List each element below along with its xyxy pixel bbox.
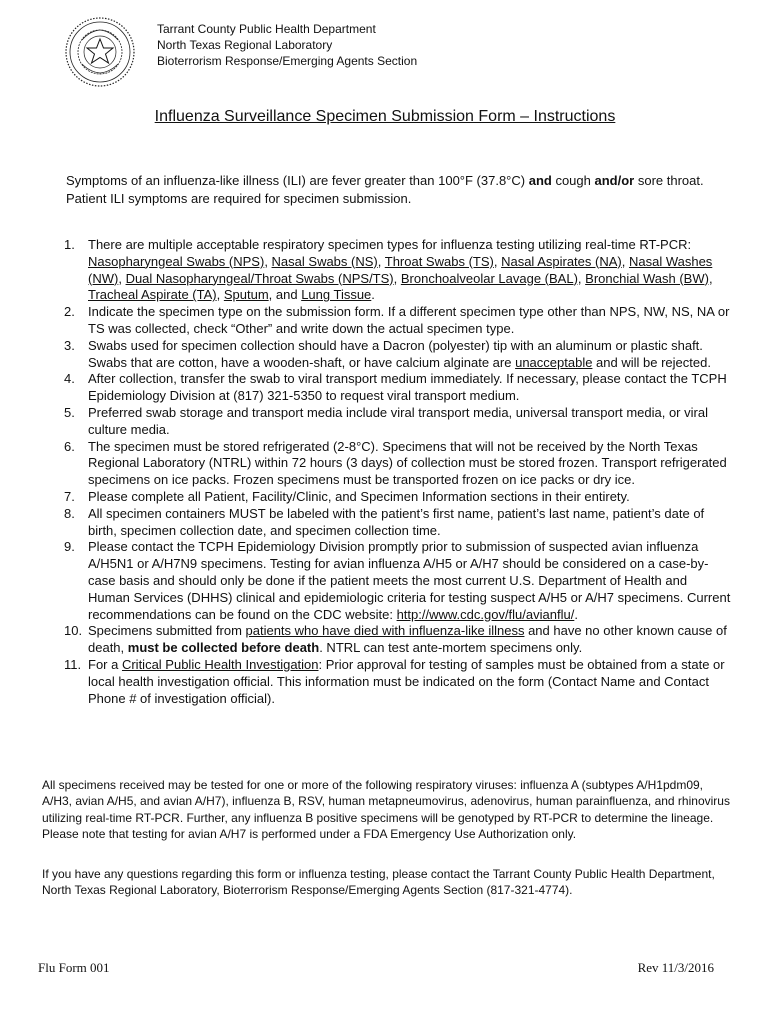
intro-paragraph: Symptoms of an influenza-like illness (ILI) are fever greater than 100°F (37.8°C) and cough and/or sore throat. Patient ILI symptoms are required for specimen submission. — [66, 173, 704, 206]
list-item: 7. Please complete all Patient, Facility/Clinic, and Specimen Information sections in their entirety. — [64, 488, 630, 504]
department-header — [157, 21, 417, 69]
list-item: 8. All specimen containers MUST be labeled with the patient’s first name, patient’s last name, patient’s date of birth, specimen collection date, and specimen collection time. — [64, 505, 705, 538]
list-item: 6. The specimen must be stored refrigerated (2-8°C). Specimens that will not be received by the North Texas Regional Laboratory (NTRL) within 72 hours (3 days) of collection must be stored frozen. Transport refrigerated specimens on ice packs. Frozen specimens must be transported frozen on ice packs or dry ice. — [64, 438, 727, 488]
list-item: 2. Indicate the specimen type on the submission form. If a different specimen type other than NPS, NW, NS, NA or TS was collected, check “Other” and write down the actual specimen type. — [64, 304, 730, 336]
county-seal-icon — [64, 16, 136, 88]
contact-note: If you have any questions regarding this form or influenza testing, please contact the Tarrant County Public Health Department, North Texas Regional Laboratory, Bioterrorism Response/Emerging Agents Section (817-321-4774). — [42, 867, 715, 898]
header-line-3: Bioterrorism Response/Emerging Agents Section — [157, 54, 418, 68]
list-item: 5. Preferred swab storage and transport media include viral transport media, universal transport media, or viral culture media. — [64, 404, 708, 437]
list-item: 10. Specimens submitted from patients who have died with influenza-like illness and have no other known cause of death, must be collected before death. NTRL can test ante-mortem specimens only. — [64, 623, 727, 656]
list-item: 4. After collection, transfer the swab to viral transport medium immediately. If necessary, please contact the TCPH Epidemiology Division at (817) 321-5350 to request viral transport medium. — [64, 371, 727, 404]
revision-date: Rev 11/3/2016 — [637, 960, 714, 975]
form-id: Flu Form 001 — [38, 960, 110, 975]
list-item: 1. There are multiple acceptable respiratory specimen types for influenza testing utilizing real-time RT-PCR: Nasopharyngeal Swabs (NPS), Nasal Swabs (NS), Throat Swabs (TS), Nasal Aspirates (NA), Nasal Washes (NW), Dual Nasopharyngeal/Throat Swabs (NPS/TS), Bronchoalveolar Lavage (BAL), Bronchial Wash (BW), Tracheal Aspirate (TA), Sputum, and Lung Tissue. — [64, 237, 713, 303]
cdc-avian-flu-link[interactable]: http://www.cdc.gov/flu/avianflu/ — [396, 606, 575, 622]
testing-note: All specimens received may be tested for one or more of the following respiratory viruses: influenza A (subtypes A/H1pdm09, A/H3, avian A/H5, and avian A/H7), influenza B, RSV, human metapneumovirus, adenovirus, human parainfluenza, and rhinovirus utilizing real-time RT-PCR. Further, any influenza B positive specimens will be genotyped by RT-PCR to determine the lineage. Please note that testing for avian A/H7 is performed under a FDA Emergency Use Authorization only. — [42, 778, 730, 842]
list-item: 9. Please contact the TCPH Epidemiology Division promptly prior to submission of suspected avian influenza A/H5N1 or A/H7N9 specimens. Testing for avian influenza A/H5 or A/H7 should be considered on a case-by-case basis and should only be done if the patient meets the most current U.S. Department of Health and Human Services (DHHS) clinical and epidemiologic criteria for testing suspect A/H5 or A/H7 specimens. Current recommendations can be found on the CDC website: http://www.cdc.gov/flu/avianflu/. — [64, 539, 731, 622]
page-title: Influenza Surveillance Specimen Submission Form – Instructions — [154, 108, 616, 125]
header-line-1: Tarrant County Public Health Department — [157, 22, 376, 36]
header-line-2: North Texas Regional Laboratory — [157, 38, 333, 52]
list-item: 11. For a Critical Public Health Investigation: Prior approval for testing of samples must be obtained from a state or local health investigation official. This information must be indicated on the form (Contact Name and Contact Phone # of investigation official). — [64, 656, 725, 706]
instructions-list — [64, 237, 732, 707]
list-item: 3. Swabs used for specimen collection should have a Dacron (polyester) tip with an aluminum or plastic shaft. Swabs that are cotton, have a wooden-shaft, or have calcium alginate are unacceptable and will be rejected. — [64, 337, 711, 370]
